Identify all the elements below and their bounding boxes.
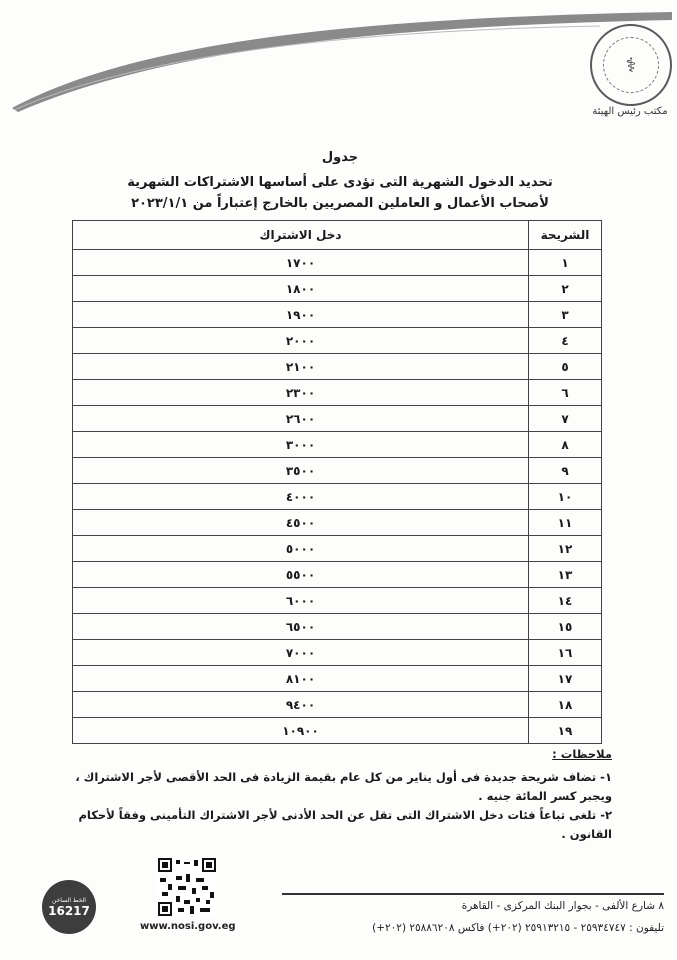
income-cell: ٧٠٠٠ xyxy=(73,640,529,666)
table-row xyxy=(73,718,602,744)
income-cell: ١٧٠٠ xyxy=(73,250,529,276)
table-row xyxy=(73,614,602,640)
tier-cell: ١٤ xyxy=(529,588,602,614)
office-label: مكتب رئيس الهيئة xyxy=(592,106,668,117)
tier-cell: ١٧ xyxy=(529,666,602,692)
table-row xyxy=(73,250,602,276)
footer-phones: تليفون : ٢٥٩٣٤٧٤٧ - ٢٥٩١٣٢١٥ (٢٠٢+) فاكس ٢٥٨٨٦٢٠٨ (٢٠٢+) xyxy=(372,922,664,934)
footer-divider xyxy=(282,893,664,895)
header-tier: الشريحة xyxy=(529,221,602,250)
tier-cell: ١ xyxy=(529,250,602,276)
table-row xyxy=(73,432,602,458)
income-cell: ٦٥٠٠ xyxy=(73,614,529,640)
income-cell: ٨١٠٠ xyxy=(73,666,529,692)
tier-cell: ١٠ xyxy=(529,484,602,510)
income-cell: ٤٠٠٠ xyxy=(73,484,529,510)
authority-logo xyxy=(590,24,672,106)
tier-cell: ١٢ xyxy=(529,536,602,562)
income-tiers-table xyxy=(72,220,602,744)
income-cell: ١٠٩٠٠ xyxy=(73,718,529,744)
tier-cell: ٣ xyxy=(529,302,602,328)
tier-cell: ٢ xyxy=(529,276,602,302)
header-income: دخل الاشتراك xyxy=(73,221,529,250)
table-row xyxy=(73,640,602,666)
table-row xyxy=(73,354,602,380)
document-title: جدول xyxy=(321,150,359,165)
income-cell: ٢٠٠٠ xyxy=(73,328,529,354)
footer-address: ٨ شارع الألفى - بجوار البنك المركزى - القاهرة xyxy=(461,900,664,912)
income-cell: ٩٤٠٠ xyxy=(73,692,529,718)
table-row xyxy=(73,536,602,562)
document-titles xyxy=(120,150,560,211)
logo-emblem-icon: ⚕ xyxy=(603,37,659,93)
income-cell: ١٨٠٠ xyxy=(73,276,529,302)
tier-cell: ٨ xyxy=(529,432,602,458)
table-row xyxy=(73,406,602,432)
tier-cell: ١٩ xyxy=(529,718,602,744)
note-2: ٢- تلغى تباعاً فئات دخل الاشتراك التى تقل عن الحد الأدنى لأجر الاشتراك التأمينى وفقاً لأحكام القانون . xyxy=(78,808,612,841)
table-row xyxy=(73,380,602,406)
income-cell: ٥٠٠٠ xyxy=(73,536,529,562)
qr-code-icon xyxy=(158,858,216,916)
table-header-row xyxy=(73,221,602,250)
document-subtitle-1: تحديد الدخول الشهرية التى تؤدى على أساسها الاشتراكات الشهرية xyxy=(127,175,553,190)
tier-cell: ١٦ xyxy=(529,640,602,666)
document-subtitle-2: لأصحاب الأعمال و العاملين المصريين بالخارج إعتباراً من ٢٠٢٣/١/١ xyxy=(131,196,549,211)
tier-cell: ١٨ xyxy=(529,692,602,718)
tier-cell: ١٣ xyxy=(529,562,602,588)
tier-cell: ٦ xyxy=(529,380,602,406)
hotline-label: الخط الساخن xyxy=(52,896,86,904)
header-swoosh xyxy=(0,0,677,120)
income-cell: ٢٦٠٠ xyxy=(73,406,529,432)
income-cell: ٥٥٠٠ xyxy=(73,562,529,588)
tier-cell: ١٥ xyxy=(529,614,602,640)
income-cell: ٢٣٠٠ xyxy=(73,380,529,406)
notes-title: ملاحظات : xyxy=(552,747,612,761)
income-cell: ١٩٠٠ xyxy=(73,302,529,328)
income-cell: ٤٥٠٠ xyxy=(73,510,529,536)
tier-cell: ٩ xyxy=(529,458,602,484)
table-row xyxy=(73,510,602,536)
table-row xyxy=(73,588,602,614)
website-url: www.nosi.gov.eg xyxy=(140,921,236,932)
table-row xyxy=(73,276,602,302)
note-1: ١- تضاف شريحة جديدة فى أول يناير من كل عام بقيمة الزيادة فى الحد الأقصى لأجر الاشتراك ، ويجبر كسر المائة جنيه . xyxy=(75,770,612,803)
table-row xyxy=(73,692,602,718)
tier-cell: ٧ xyxy=(529,406,602,432)
income-cell: ٣٠٠٠ xyxy=(73,432,529,458)
tier-cell: ٤ xyxy=(529,328,602,354)
table-row xyxy=(73,484,602,510)
table-row xyxy=(73,328,602,354)
hotline-badge xyxy=(42,880,96,934)
table-row xyxy=(73,458,602,484)
notes-section xyxy=(60,745,612,844)
tier-cell: ١١ xyxy=(529,510,602,536)
income-cell: ٣٥٠٠ xyxy=(73,458,529,484)
income-cell: ٦٠٠٠ xyxy=(73,588,529,614)
table-row xyxy=(73,302,602,328)
hotline-number: 16217 xyxy=(48,903,90,918)
income-cell: ٢١٠٠ xyxy=(73,354,529,380)
table-row xyxy=(73,562,602,588)
table-row xyxy=(73,666,602,692)
tier-cell: ٥ xyxy=(529,354,602,380)
